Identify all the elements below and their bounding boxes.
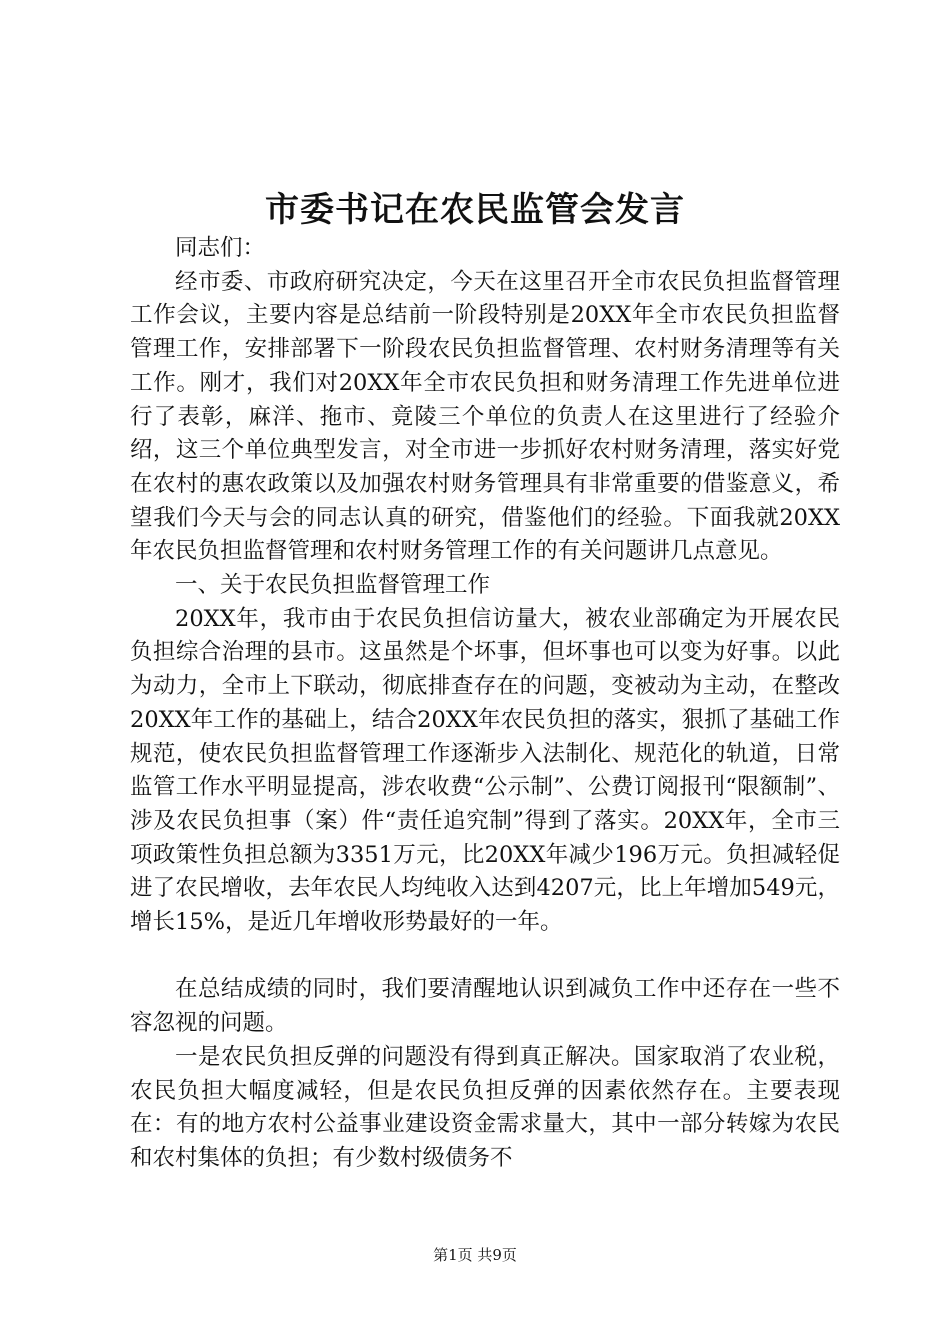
salutation: 同志们： — [175, 235, 266, 261]
paragraph-achievements: 20XX年，我市由于农民负担信访量大，被农业部确定为开展农民负担综合治理的县市。这虽然是个坏事，但坏事也可以变为好事。以此为动力，全市上下联动，彻底排查存在的问题，变被动为主动，在整改20XX年工作的基础上，结合20XX年农民负担的落实，狠抓了基础工作规范，使农民负担监督管理工作逐渐步入法制化、规范化的轨道，日常监管工作水平明显提高，涉农收费“公示制”、公费订阅报刊“限额制”、涉及农民负担事（案）件“责任追究制”得到了落实。20XX年，全市三项政策性负担总额为3351万元，比20XX年减少196万元。负担减轻促进了农民增收，去年农民人均纯收入达到4207元，比上年增加549元，增长15%，是近几年增收形势最好的一年。 — [130, 605, 840, 936]
document-body — [130, 232, 840, 1176]
paragraph-spacer — [130, 940, 840, 974]
section-heading: 一、关于农民负担监督管理工作 — [175, 572, 491, 599]
paragraph-problems-intro: 在总结成绩的同时，我们要清醒地认识到减负工作中还存在一些不容忽视的问题。 — [130, 976, 840, 1037]
document-title: 市委书记在农民监管会发言 — [265, 190, 685, 230]
page-footer: 第1页 共9页 — [433, 1246, 517, 1264]
paragraph-intro: 经市委、市政府研究决定，今天在这里召开全市农民负担监督管理工作会议，主要内容是总结前一阶段特别是20XX年全市农民负担监督管理工作，安排部署下一阶段农民负担监督管理、农村财务清理等有关工作。刚才，我们对20XX年全市农民负担和财务清理工作先进单位进行了表彰，麻洋、拖市、竟陵三个单位的负责人在这里进行了经验介绍，这三个单位典型发言，对全市进一步抓好农村财务清理，落实好党在农村的惠农政策以及加强农村财务管理具有非常重要的借鉴意义，希望我们今天与会的同志认真的研究，借鉴他们的经验。下面我就20XX年农民负担监督管理和农村财务管理工作的有关问题讲几点意见。 — [130, 268, 840, 565]
paragraph-problem-one: 一是农民负担反弹的问题没有得到真正解决。国家取消了农业税，农民负担大幅度减轻，但是农民负担反弹的因素依然存在。主要表现在：有的地方农村公益事业建设资金需求量大，其中一部分转嫁为农民和农村集体的负担；有少数村级债务不 — [130, 1043, 840, 1171]
